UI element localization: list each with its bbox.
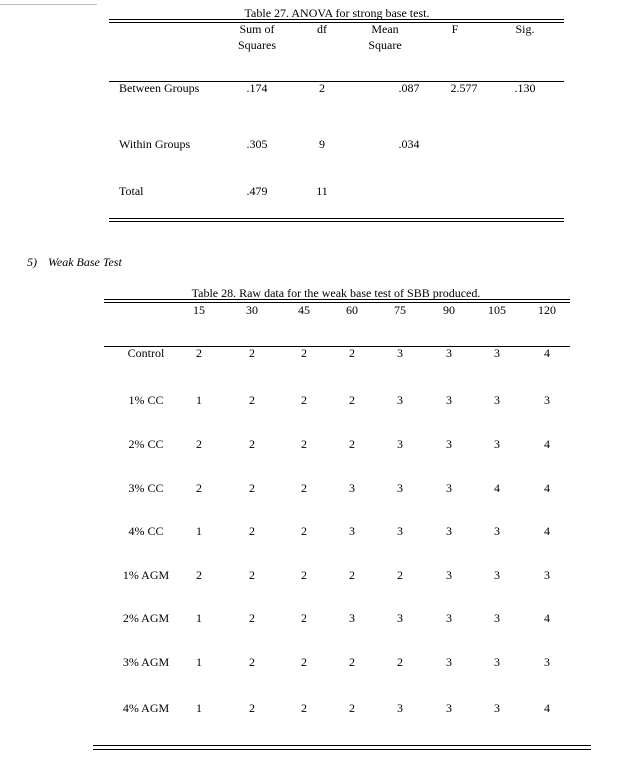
table-cell: 2 [301, 655, 307, 669]
header-sig: Sig. [515, 22, 535, 36]
header-mean-square-line1: Mean [371, 22, 399, 36]
table-cell: 4 [544, 611, 550, 625]
table-27-caption: Table 27. ANOVA for strong base test. [244, 6, 430, 20]
table-cell: 2 [196, 568, 202, 582]
table-cell: 3 [446, 481, 452, 495]
row-label: 3% AGM [122, 655, 170, 669]
row-label: Control [127, 346, 165, 360]
table-28-header-rule [104, 346, 570, 347]
table-cell: 1 [196, 524, 202, 538]
row-label: Within Groups [119, 137, 191, 151]
table-cell: 3 [494, 655, 500, 669]
table-cell: 3 [397, 481, 403, 495]
row-label: 1% AGM [122, 568, 170, 582]
table-cell: 2 [301, 701, 307, 715]
table-cell: 4 [544, 701, 550, 715]
table-cell: 3 [397, 437, 403, 451]
table-cell: 4 [544, 346, 550, 360]
table-cell: 3 [544, 568, 550, 582]
cell-sum: .479 [246, 184, 268, 198]
table-cell: 1 [196, 701, 202, 715]
table-cell: 2 [196, 481, 202, 495]
table-cell: 3 [446, 524, 452, 538]
table-cell: 2 [249, 437, 255, 451]
table-cell: 3 [494, 437, 500, 451]
table-cell: 2 [349, 346, 355, 360]
table-cell: 2 [249, 611, 255, 625]
table-cell: 3 [446, 346, 452, 360]
table-cell: 2 [249, 568, 255, 582]
row-label: 2% CC [128, 437, 164, 451]
table-cell: 2 [349, 568, 355, 582]
table-cell: 3 [446, 437, 452, 451]
cell-mean: .087 [398, 81, 420, 95]
table-cell: 3 [397, 346, 403, 360]
table-cell: 3 [397, 701, 403, 715]
table-cell: 3 [349, 611, 355, 625]
row-label: 2% AGM [122, 611, 170, 625]
row-label: Total [119, 184, 144, 198]
table-cell: 4 [544, 437, 550, 451]
table-cell: 2 [301, 524, 307, 538]
table-cell: 2 [301, 568, 307, 582]
table-cell: 3 [397, 524, 403, 538]
row-label: 3% CC [128, 481, 164, 495]
table-cell: 1 [196, 393, 202, 407]
header-sum-of-squares-line1: Sum of [239, 22, 275, 36]
table-cell: 3 [544, 655, 550, 669]
table-cell: 2 [349, 437, 355, 451]
table-cell: 3 [446, 701, 452, 715]
section-title: Weak Base Test [48, 255, 122, 269]
header-sum-of-squares-line2: Squares [238, 38, 276, 52]
table-cell: 2 [301, 346, 307, 360]
table-cell: 2 [249, 655, 255, 669]
column-header: 45 [298, 303, 310, 317]
cell-sum: .174 [246, 81, 268, 95]
table-cell: 2 [397, 568, 403, 582]
column-header: 75 [394, 303, 406, 317]
table-cell: 3 [494, 701, 500, 715]
table-cell: 3 [544, 393, 550, 407]
cell-df: 9 [319, 137, 325, 151]
table-cell: 3 [349, 481, 355, 495]
column-header: 30 [246, 303, 258, 317]
table-cell: 2 [249, 524, 255, 538]
table-cell: 3 [446, 568, 452, 582]
table-cell: 2 [249, 346, 255, 360]
cell-sig: .130 [514, 81, 536, 95]
table-cell: 4 [544, 481, 550, 495]
header-f: F [451, 22, 459, 36]
table-cell: 1 [196, 655, 202, 669]
table-cell: 2 [349, 701, 355, 715]
cell-df: 11 [316, 184, 328, 198]
table-cell: 3 [446, 611, 452, 625]
table-cell: 3 [494, 568, 500, 582]
page-top-fragment-rule [0, 0, 97, 5]
column-header: 105 [488, 303, 506, 317]
cell-df: 2 [319, 81, 325, 95]
column-header: 120 [538, 303, 556, 317]
table-cell: 3 [494, 524, 500, 538]
row-label: Between Groups [119, 81, 200, 95]
header-df: df [317, 22, 327, 36]
column-header: 15 [193, 303, 205, 317]
table-cell: 2 [249, 701, 255, 715]
table-cell: 2 [196, 346, 202, 360]
row-label: 1% CC [128, 393, 164, 407]
table-27-top-rule-double [109, 22, 564, 23]
table-cell: 3 [494, 346, 500, 360]
table-cell: 3 [397, 393, 403, 407]
table-28-bottom-rule-double [93, 749, 591, 750]
table-cell: 2 [196, 437, 202, 451]
table-cell: 4 [494, 481, 500, 495]
column-header: 60 [346, 303, 358, 317]
table-cell: 1 [196, 611, 202, 625]
table-cell: 3 [446, 655, 452, 669]
cell-f: 2.577 [450, 81, 478, 95]
table-cell: 2 [397, 655, 403, 669]
cell-mean: .034 [398, 137, 420, 151]
table-27-bottom-rule [109, 218, 564, 219]
table-cell: 2 [249, 481, 255, 495]
table-28-caption: Table 28. Raw data for the weak base test of SBB produced. [191, 286, 481, 300]
table-27-top-rule [109, 19, 564, 20]
table-cell: 2 [301, 611, 307, 625]
table-cell: 3 [494, 611, 500, 625]
table-cell: 4 [544, 524, 550, 538]
table-cell: 2 [349, 393, 355, 407]
column-header: 90 [443, 303, 455, 317]
table-cell: 2 [249, 393, 255, 407]
table-cell: 3 [349, 524, 355, 538]
row-label: 4% CC [128, 524, 164, 538]
table-cell: 3 [446, 393, 452, 407]
table-cell: 3 [494, 393, 500, 407]
table-cell: 2 [301, 393, 307, 407]
table-cell: 2 [349, 655, 355, 669]
section-number: 5) [27, 255, 37, 269]
cell-sum: .305 [246, 137, 268, 151]
table-cell: 3 [397, 611, 403, 625]
table-cell: 2 [301, 481, 307, 495]
header-mean-square-line2: Square [368, 38, 402, 52]
row-label: 4% AGM [122, 701, 170, 715]
table-28-top-rule [104, 299, 570, 300]
table-28-bottom-rule [93, 745, 591, 746]
table-27-bottom-rule-double [109, 221, 564, 222]
table-cell: 2 [301, 437, 307, 451]
